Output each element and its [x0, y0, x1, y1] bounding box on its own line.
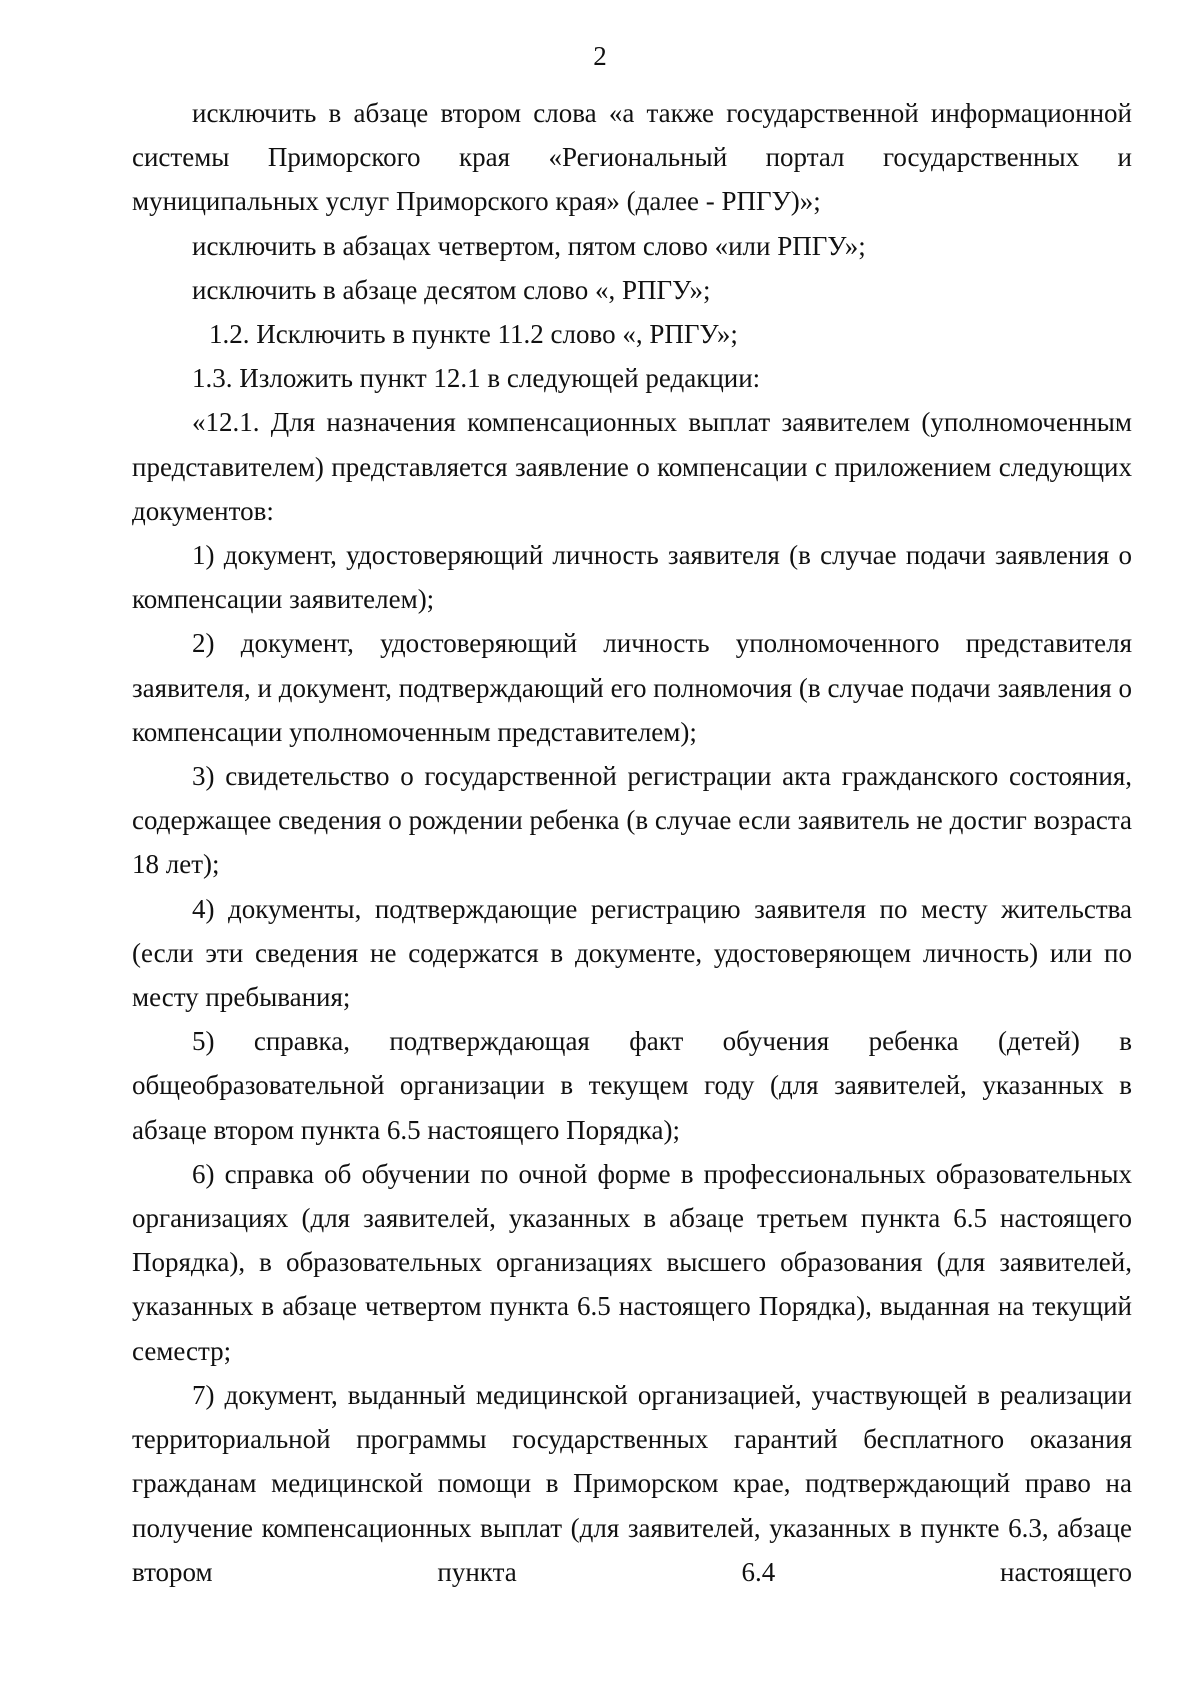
- list-item-3: 3) свидетельство о государственной регистрации акта гражданского состояния, содержащее сведения о рождении ребенка (в случае если заявитель не достиг возраста 18 лет);: [132, 761, 1132, 880]
- paragraph-exclude-words-second: исключить в абзаце втором слова «а также государственной информационной системы Приморского края «Региональный портал государственных и муниципальных услуг Приморского края» (далее - РПГУ)»;: [132, 98, 1132, 217]
- list-item-4: 4) документы, подтверждающие регистрацию заявителя по месту жительства (если эти сведения не содержатся в документе, удостоверяющем личность) или по месту пребывания;: [132, 893, 1132, 1013]
- paragraph-item-1-3: 1.3. Изложить пункт 12.1 в следующей редакции:: [192, 363, 761, 394]
- list-item-6: 6) справка об обучении по очной форме в профессиональных образовательных организациях (для заявителей, указанных в абзаце третьем пункта 6.5 настоящего Порядка), в образовательных организациях высшего образования (для заявителей, указанных в абзаце четвертом пункта 6.5 настоящего Порядка), выданная на текущий семестр;: [132, 1158, 1132, 1366]
- list-item-5: 5) справка, подтверждающая факт обучения ребенка (детей) в общеобразовательной организации в текущем году (для заявителей, указанных в абзаце втором пункта 6.5 настоящего Порядка);: [132, 1026, 1132, 1145]
- document-body: [132, 91, 1132, 1594]
- page-number: 2: [593, 41, 607, 71]
- paragraph-exclude-word-tenth: исключить в абзаце десятом слово «, РПГУ»;: [192, 274, 711, 305]
- paragraph-exclude-words-fourth-fifth: исключить в абзацах четвертом, пятом слово «или РПГУ»;: [192, 230, 866, 261]
- list-item-1: 1) документ, удостоверяющий личность заявителя (в случае подачи заявления о компенсации заявителем);: [132, 540, 1132, 615]
- paragraph-item-12-1: «12.1. Для назначения компенсационных выплат заявителем (уполномоченным представителем) представляется заявление о компенсации с приложением следующих документов:: [132, 407, 1132, 526]
- paragraph-item-1-2: 1.2. Исключить в пункте 11.2 слово «, РПГУ»;: [209, 319, 738, 350]
- list-item-7: 7) документ, выданный медицинской организацией, участвующей в реализации территориальной программы государственных гарантий бесплатного оказания гражданам медицинской помощи в Приморском крае, подтверждающий право на получение компенсационных выплат (для заявителей, указанных в пункте 6.3, абзаце втором пункта 6.4 настоящего: [132, 1379, 1132, 1587]
- list-item-2: 2) документ, удостоверяющий личность уполномоченного представителя заявителя, и документ, подтверждающий его полномочия (в случае подачи заявления о компенсации уполномоченным представителем);: [132, 628, 1132, 747]
